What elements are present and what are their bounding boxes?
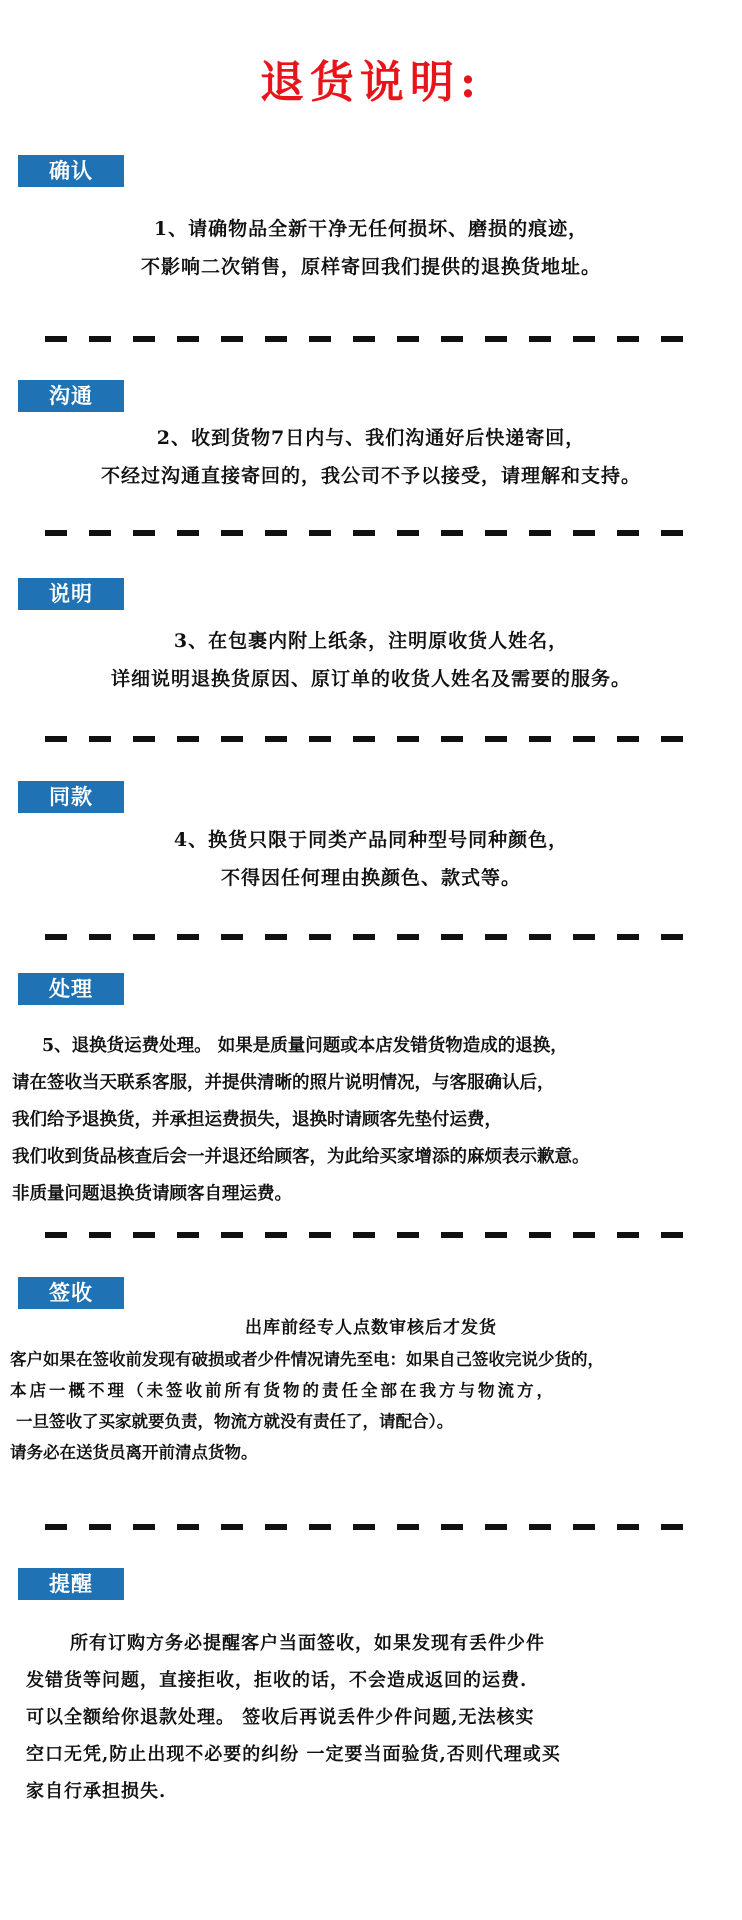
section-text-same-style (0, 821, 742, 897)
text-line: 我们收到货品核查后会一并退还给顾客，为此给买家增添的麻烦表示歉意。 (12, 1147, 590, 1167)
section-tag-reminder: 提醒 (18, 1568, 124, 1600)
text-line: 我们给予退换货，并承担运费损失，退换时请顾客先垫付运费， (12, 1110, 502, 1130)
text-line: 客户如果在签收前发现有破损或者少件情况请先至电：如果自己签收完说少货的， (10, 1350, 604, 1369)
text-line: 请务必在送货员离开前清点货物。 (10, 1443, 258, 1462)
dashed-divider (45, 530, 688, 536)
text-line: 可以全额给你退款处理。 签收后再说丢件少件问题,无法核实 (26, 1707, 535, 1728)
section-text-sign-receipt (0, 1344, 742, 1468)
dashed-divider (45, 1524, 688, 1530)
text-line: 本店一概不理（未签收前所有货物的责任全部在我方与物流方， (10, 1381, 556, 1400)
text-line: 家自行承担损失. (26, 1781, 167, 1802)
section-tag-handling: 处理 (18, 973, 124, 1005)
text-line: 1、请确物品全新干净无任何损坏、磨损的痕迹， (153, 218, 589, 240)
text-line: 发错货等问题，直接拒收，拒收的话，不会造成返回的运费. (26, 1670, 528, 1691)
text-line: 3、在包裹内附上纸条，注明原收货人姓名， (173, 630, 569, 652)
page-title: 退货说明: (259, 57, 483, 108)
text-line: 2、收到货物7日内与、我们沟通好后快递寄回， (156, 427, 586, 449)
section-text-reminder (0, 1625, 742, 1810)
text-line: 不得因任何理由换颜色、款式等。 (220, 867, 521, 889)
section-text-explain (0, 622, 742, 698)
section-tag-same-style: 同款 (18, 781, 124, 813)
text-line: 请在签收当天联系客服，并提供清晰的照片说明情况，与客服确认后， (12, 1073, 555, 1093)
section-text-confirm (0, 210, 742, 286)
text-line: 不经过沟通直接寄回的，我公司不予以接受，请理解和支持。 (100, 465, 641, 487)
section-tag-sign-receipt: 签收 (18, 1277, 124, 1309)
text-line: 详细说明退换货原因、原订单的收货人姓名及需要的服务。 (110, 668, 631, 690)
section-heading-sign-receipt: 出库前经专人点数审核后才发货 (245, 1318, 497, 1338)
section-tag-explain: 说明 (18, 578, 124, 610)
text-line: 不影响二次销售，原样寄回我们提供的退换货地址。 (140, 256, 601, 278)
dashed-divider (45, 736, 688, 742)
section-tag-communicate: 沟通 (18, 380, 124, 412)
dashed-divider (45, 336, 688, 342)
dashed-divider (45, 1232, 688, 1238)
section-tag-confirm: 确认 (18, 155, 124, 187)
text-line: 空口无凭,防止出现不必要的纠纷 一定要当面验货,否则代理或买 (26, 1744, 561, 1765)
dashed-divider (45, 934, 688, 940)
text-line: 非质量问题退换货请顾客自理运费。 (12, 1184, 292, 1204)
text-line: 5、退换货运费处理。 如果是质量问题或本店发错货物造成的退换， (42, 1036, 568, 1056)
section-text-communicate (0, 419, 742, 495)
text-line: 4、换货只限于同类产品同种型号同种颜色， (173, 829, 569, 851)
section-text-handling (0, 1028, 742, 1213)
text-line: 所有订购方务必提醒客户当面签收，如果发现有丢件少件 (70, 1633, 545, 1654)
text-line: 一旦签收了买家就要负责，物流方就没有责任了，请配合）。 (16, 1412, 454, 1431)
